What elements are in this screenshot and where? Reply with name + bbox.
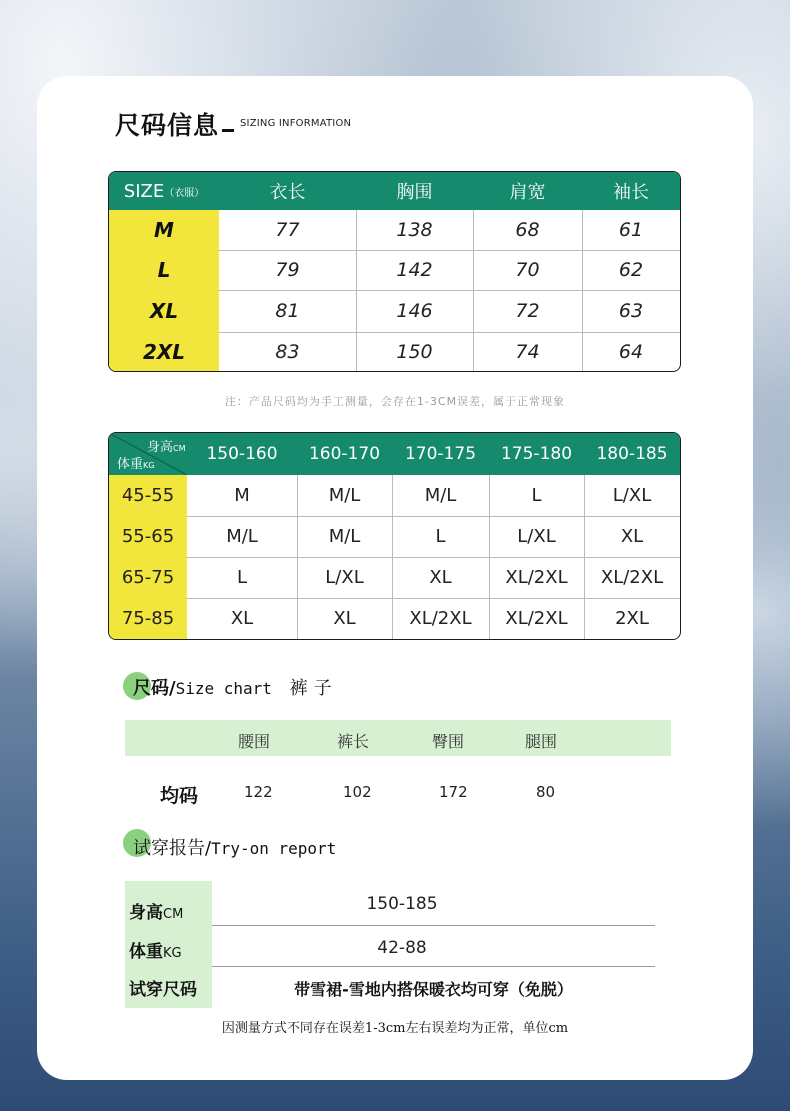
table1-header-size: SIZE （衣服）	[109, 172, 219, 210]
fit-recommendation-table	[108, 432, 681, 640]
pants-value: 122	[244, 783, 273, 801]
table1-value: 72	[515, 300, 540, 322]
tryon-label-weight: 体重KG	[129, 942, 182, 962]
table1-value: 77	[275, 219, 300, 241]
grid-line	[473, 210, 474, 371]
table2-header-col: 180-185	[584, 433, 680, 475]
table2-weight-cell: 45-55	[109, 475, 187, 516]
table1-value: 79	[275, 259, 300, 281]
pants-header-band	[125, 720, 671, 756]
tryon-value-weight: 42-88	[377, 938, 427, 958]
pants-col-header: 臀围	[432, 732, 465, 751]
table2-value: 2XL	[615, 608, 649, 629]
table2-weight-cell: 75-85	[109, 598, 187, 639]
table1-value: 74	[515, 340, 540, 363]
table2-value: M/L	[328, 485, 361, 506]
page-subtitle: SIZING INFORMATION	[240, 118, 352, 129]
table2-weight-cell: 55-65	[109, 516, 187, 557]
pants-col-header: 腿围	[525, 732, 558, 751]
pants-value: 172	[439, 783, 468, 801]
table1-size-cell: L	[109, 250, 219, 290]
grid-line	[219, 332, 680, 333]
table1-value: 150	[396, 340, 433, 363]
table2-header-col: 160-170	[297, 433, 392, 475]
table2-value: XL	[230, 608, 254, 629]
page-title: 尺码信息	[115, 111, 220, 140]
table2-value: M/L	[424, 485, 457, 506]
grid-line	[582, 210, 583, 371]
pants-value: 80	[536, 783, 556, 801]
table2-header-col: 175-180	[489, 433, 584, 475]
corner-weight-label: 体重KG	[117, 457, 155, 472]
table1-value: 83	[275, 340, 300, 363]
grid-line	[356, 210, 357, 371]
table1-value: 142	[396, 259, 433, 281]
table2-value: L	[435, 526, 446, 547]
pants-section-title: 尺码/Size chart 裤子	[133, 678, 338, 699]
table2-value: XL/2XL	[505, 567, 568, 588]
table2-value: M/L	[328, 526, 361, 547]
table2-value: XL/2XL	[600, 567, 664, 588]
table2-value: XL/2XL	[505, 608, 568, 629]
table1-value: 64	[618, 340, 644, 363]
table2-value: L	[236, 567, 248, 588]
table1-value: 61	[618, 219, 644, 241]
tryon-value-height: 150-185	[366, 894, 438, 914]
table1-value: 63	[618, 300, 644, 322]
table2-value: L/XL	[517, 526, 556, 547]
table1-header-col: 袖长	[582, 172, 680, 210]
table1-value: 146	[396, 300, 433, 322]
grid-line	[187, 598, 680, 599]
grid-line	[219, 250, 680, 251]
table1-value: 68	[515, 219, 540, 241]
table2-value: L/XL	[612, 485, 652, 506]
tryon-section-title: 试穿报告/Try-on report	[133, 838, 337, 859]
grid-line	[392, 475, 393, 639]
table2-value: L	[531, 485, 542, 506]
grid-line	[219, 290, 680, 291]
pants-row-label: 均码	[160, 785, 199, 807]
tryon-divider	[212, 925, 655, 926]
clothing-size-table	[108, 171, 681, 372]
table2-value: M/L	[226, 526, 258, 547]
table1-value: 138	[396, 219, 433, 241]
table1-value: 81	[275, 300, 300, 322]
grid-line	[187, 516, 680, 517]
pants-value: 102	[343, 783, 372, 801]
grid-line	[187, 557, 680, 558]
grid-line	[297, 475, 298, 639]
tryon-value-size: 带雪裙-雪地内搭保暖衣均可穿（免脱）	[294, 980, 573, 999]
table2-value: XL	[333, 608, 356, 629]
table1-header-col: 衣长	[219, 172, 356, 210]
table2-weight-cell: 65-75	[109, 557, 187, 598]
corner-height-label: 身高CM	[147, 440, 186, 455]
pants-col-header: 腰围	[238, 732, 271, 751]
table2-header-col: 170-175	[392, 433, 489, 475]
table2-value: XL/2XL	[409, 608, 472, 629]
grid-line	[489, 475, 490, 639]
table2-value: M	[234, 485, 250, 506]
tryon-label-height: 身高CM	[129, 903, 184, 923]
measurement-footnote: 因测量方式不同存在误差1-3cm左右误差均为正常，单位cm	[221, 1021, 569, 1036]
table1-header-col: 胸围	[356, 172, 473, 210]
measurement-note: 注：产品尺码均为手工测量，会存在1-3CM误差，属于正常现象	[224, 395, 566, 408]
table1-size-cell: XL	[109, 290, 219, 332]
table2-value: XL	[620, 526, 644, 547]
table1-header-col: 肩宽	[473, 172, 582, 210]
table2-header-col: 150-160	[187, 433, 297, 475]
pants-col-header: 裤长	[337, 732, 370, 751]
table1-size-cell: M	[109, 210, 219, 250]
table1-value: 62	[618, 259, 644, 281]
table1-value: 70	[515, 259, 540, 281]
tryon-divider	[212, 966, 655, 967]
table1-size-cell: 2XL	[109, 332, 219, 371]
tryon-label-size: 试穿尺码	[129, 980, 197, 1000]
title-dash	[222, 129, 234, 132]
table2-corner	[109, 433, 187, 475]
grid-line	[584, 475, 585, 639]
table2-value: L/XL	[325, 567, 364, 588]
table2-value: XL	[429, 567, 452, 588]
